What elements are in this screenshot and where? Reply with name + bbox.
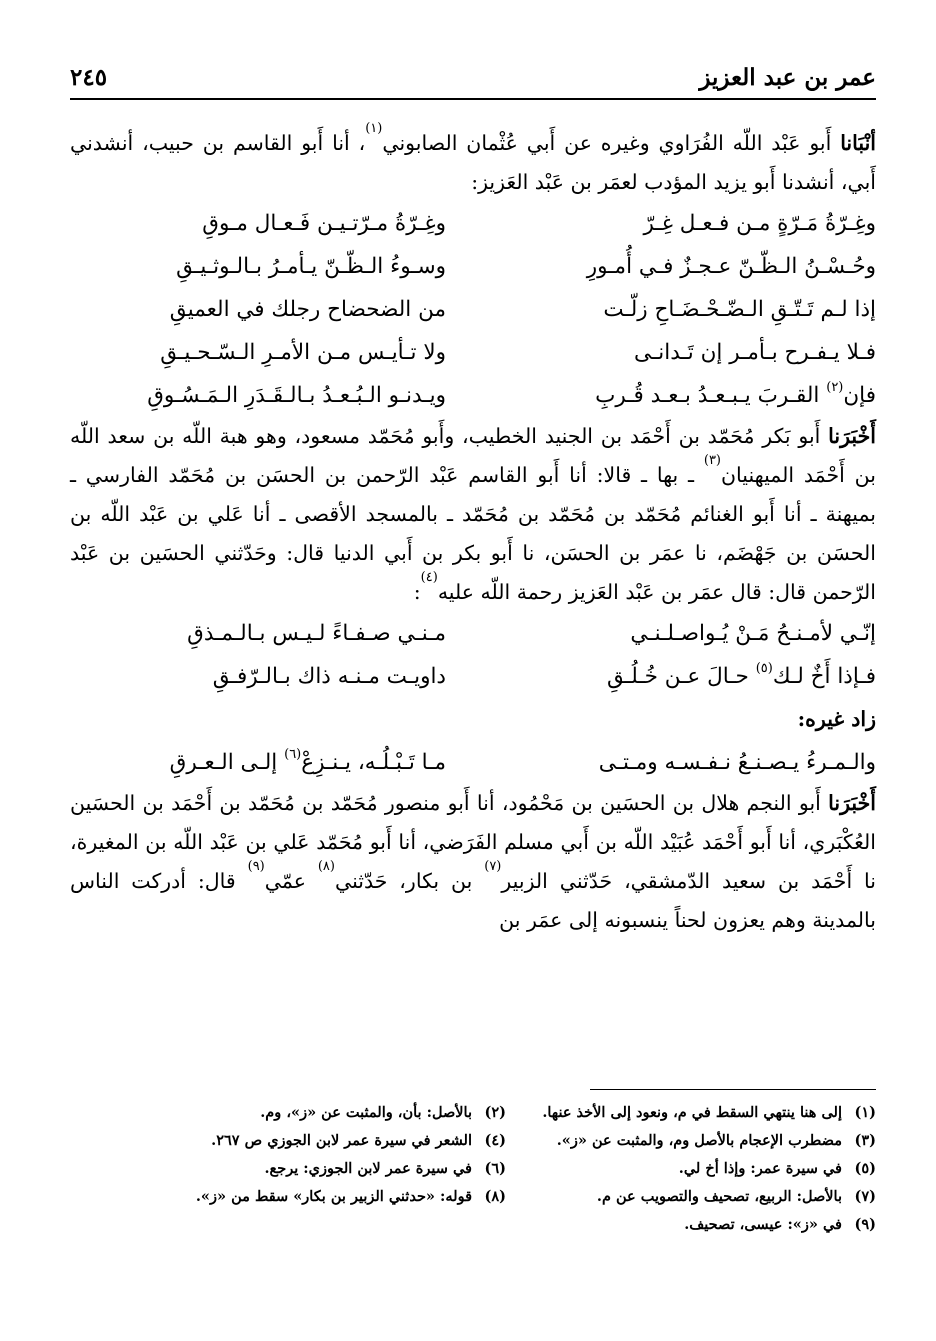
hemistich-left: ولا تـأيـس مـن الأمـرِ الـسّـحـيـقِ bbox=[160, 340, 446, 365]
hemistich-right: إذا لـم تَـتّـقِ الـضّـحْـضَـاحِ زلّـت bbox=[603, 297, 876, 322]
verse-line bbox=[70, 612, 876, 655]
footnote-text: الشعر في سيرة عمر لابن الجوزي ص ٢٦٧. bbox=[211, 1131, 472, 1149]
poem-2 bbox=[70, 612, 876, 698]
verse-line bbox=[70, 331, 876, 374]
main-text bbox=[70, 121, 877, 940]
hemistich-right: إنّـي لأمـنـحُ مَـنْ يُـواصـلـنـي bbox=[630, 621, 876, 646]
paragraph-text: ـ بها ـ قالا: أنا أَبو القاسم عَبْد الرّحمن بن الحسَن بن مُحَمّد الفارسي ـ بميهنة ـ أنا أَبو الغنائم مُحَمّد بن مُحَمّد بن مُحَمّد ـ بالمسجد الأقصى ـ أنا عَلي بن عَبْد اللّه بن الحسَن بن جَهْضَم، نا عمَر بن الحسَن، نا أَبو بكر بن أَبي الدنيا قال: وحَدّثني الحسَين بن عَبْد الرّحمن قال: قال عمَر بن عَبْد العَزيز رحمة اللّه عليه bbox=[70, 463, 876, 604]
footnote-number: (٣) bbox=[854, 1131, 876, 1149]
verse-line bbox=[70, 741, 876, 784]
footnotes bbox=[70, 1098, 876, 1238]
footnote bbox=[506, 1216, 876, 1233]
footnote-text: مضطرب الإعجام بالأصل وم، والمثبت عن «ز». bbox=[556, 1131, 842, 1149]
paragraph-text: ، أنا أَبو القاسم بن حبيب، أنشدني أَبي، أنشدنا أَبو يزيد المؤدب لعمَر بن عَبْد العَزيز: bbox=[70, 131, 876, 194]
footnote-text: في سيرة عمر لابن الجوزي: يرجع. bbox=[264, 1159, 472, 1177]
footnote-number: (١) bbox=[854, 1103, 876, 1121]
footnote-number: (٤) bbox=[484, 1131, 506, 1149]
footnote-text: بالأصل: الربيع، تصحيف والتصويب عن م. bbox=[596, 1187, 842, 1205]
hemistich-left: وسـوءُ الـظّـنّ يـأمـرُ بـالـوثـيـقِ bbox=[176, 254, 446, 279]
hemistich-right bbox=[546, 380, 876, 408]
hemistich-text: إلـى الـعـرقِ bbox=[169, 750, 285, 775]
footnote-ref[interactable]: (٧) bbox=[484, 859, 502, 874]
footnote-ref[interactable]: (٣) bbox=[703, 453, 721, 468]
footnote bbox=[506, 1132, 876, 1149]
paragraph-text: بن بكار، حَدّثني bbox=[334, 869, 485, 893]
verse-line bbox=[70, 245, 876, 288]
hemistich-left: مـنـي صـفـاءً لـيـس بـالـمـذقِ bbox=[187, 621, 446, 646]
poem-1 bbox=[70, 202, 876, 417]
paragraph-2 bbox=[70, 417, 876, 612]
hemistich-right: وغِـرّةُ مَـرّةٍ مـن فـعـل غِـرّ bbox=[643, 211, 876, 236]
paragraph-3 bbox=[70, 784, 876, 940]
footnote-number: (٢) bbox=[484, 1103, 506, 1121]
hemistich-text: فـإذا أَخٌ لـك bbox=[772, 664, 876, 689]
paragraph-text: قال: أدركت الناس بالمدينة وهم يعزون لحناً ينسبونه إلى عمَر بن bbox=[70, 869, 876, 932]
paragraph-text: أَبو النجم هلال بن الحسَين بن مَحْمُود، أنا أَبو منصور مُحَمّد بن مُحَمّد بن أَحْمَد بن الحسَين العُكْبَري، أنا أَبو أَحْمَد عُبَيْد اللّه بن أَبي مسلم الفَرَضي، أنا أَبو مُحَمّد عَلي بن عَبْد اللّه بن المغيرة، نا أَحْمَد بن سعيد الدّمشقي، حَدّثني الزبير bbox=[70, 791, 877, 893]
hemistich-left: وغِـرّةُ مـرّتـيـن فَـعـال مـوقِ bbox=[202, 211, 446, 236]
verse-line bbox=[70, 374, 876, 417]
footnote bbox=[260, 1104, 506, 1121]
footnote-row bbox=[70, 1182, 876, 1210]
paragraph-text: أَبو عَبْد اللّه الفُرَاوي وغيره عن أَبي عُثْمان الصابوني bbox=[382, 131, 832, 155]
hemistich-right: والـمـرءُ يـصـنـعُ نـفـسـه ومـتـى bbox=[598, 750, 876, 775]
hemistich-left: ويـدنـو الـبُـعـدُ بـالـقَـدَرِ الـمَـسُـوقِ bbox=[147, 383, 446, 408]
footnote-ref[interactable]: (٦) bbox=[284, 747, 302, 762]
hemistich-left bbox=[116, 747, 446, 775]
footnote-text: في سيرة عمر: وإذا أخ لي. bbox=[678, 1159, 842, 1177]
footnote-ref[interactable]: (٥) bbox=[755, 661, 773, 676]
hemistich-left: من الضحضاح رجلك في العميقِ bbox=[169, 297, 446, 322]
footnote-ref[interactable]: (٨) bbox=[317, 859, 335, 874]
hemistich-right: فـلا يـفـرح بـأمـر إن تَـدانـى bbox=[634, 340, 876, 365]
footnote-row bbox=[70, 1126, 876, 1154]
footnote-number: (٥) bbox=[854, 1159, 876, 1177]
paragraph-text: : bbox=[413, 580, 421, 604]
hemistich-left: داويـت مـنـه ذاك بـالـرّفـقِ bbox=[212, 664, 446, 689]
footnote-rule bbox=[590, 1089, 876, 1090]
hemistich-text: حـالَ عـن خُـلُـقِ bbox=[606, 664, 756, 689]
verse-line bbox=[70, 288, 876, 331]
paragraph-text: عمّي bbox=[264, 869, 318, 893]
footnote-number: (٩) bbox=[854, 1215, 876, 1233]
hemistich-text: القـربَ يـبـعـدُ بـعـد قُـربِ bbox=[595, 383, 827, 408]
verse-line bbox=[70, 655, 876, 698]
footnote bbox=[264, 1160, 506, 1177]
footnote-number: (٧) bbox=[854, 1187, 876, 1205]
footnote-ref[interactable]: (٩) bbox=[247, 859, 265, 874]
footnote-row bbox=[70, 1154, 876, 1182]
footnote-ref[interactable]: (٤) bbox=[420, 570, 438, 585]
verse-line bbox=[70, 202, 876, 245]
footnote-text: بالأصل: بأن، والمثبت عن «ز»، وم. bbox=[260, 1103, 472, 1121]
footnote-text: في «ز»: عيسى، تصحيف. bbox=[684, 1215, 842, 1233]
footnote bbox=[506, 1160, 876, 1177]
narration-lead: أنْبَانا bbox=[840, 131, 876, 155]
footnote-number: (٦) bbox=[484, 1159, 506, 1177]
page-number: ٢٤٥ bbox=[70, 64, 108, 91]
paragraph-1 bbox=[70, 121, 876, 202]
footnote-text: إلى هنا ينتهي السقط في م، ونعود إلى الأخذ عنها. bbox=[542, 1103, 842, 1121]
narration-lead: أَخْبَرَنا bbox=[828, 424, 876, 448]
hemistich-text: فإن bbox=[843, 383, 876, 408]
footnote bbox=[506, 1104, 876, 1121]
poem-3 bbox=[70, 741, 876, 784]
footnote-text: قوله: «حدثني الزبير بن بكار» سقط من «ز». bbox=[195, 1187, 472, 1205]
hemistich-text: مـا تَـبْـلُـه، يـنـزِعْ bbox=[301, 750, 446, 775]
header-title: عمر بن عبد العزيز bbox=[699, 64, 876, 91]
footnote bbox=[211, 1132, 506, 1149]
zad-note: زاد غيره: bbox=[797, 707, 876, 731]
footnote bbox=[196, 1188, 506, 1205]
footnote bbox=[506, 1188, 876, 1205]
footnote-row bbox=[70, 1098, 876, 1126]
header-rule bbox=[70, 98, 876, 100]
hemistich-right bbox=[546, 661, 876, 689]
footnote-number: (٨) bbox=[484, 1187, 506, 1205]
footnote-ref[interactable]: (١) bbox=[365, 121, 383, 136]
running-header bbox=[70, 60, 876, 100]
paragraph-text: أَبو بَكر مُحَمّد بن أَحْمَد بن الجنيد الخطيب، وأَبو مُحَمّد مسعود، وهو هبة اللّه بن سعد اللّه بن أَحْمَد الميهنيان bbox=[70, 424, 876, 487]
narration-lead: أَخْبَرَنا bbox=[828, 791, 876, 815]
footnote-ref[interactable]: (٢) bbox=[826, 380, 844, 395]
footnote-row bbox=[70, 1210, 876, 1238]
hemistich-right: وحُـسْـنُ الـظّـنّ عـجـزٌ فـي أُمـورِ bbox=[586, 254, 876, 279]
